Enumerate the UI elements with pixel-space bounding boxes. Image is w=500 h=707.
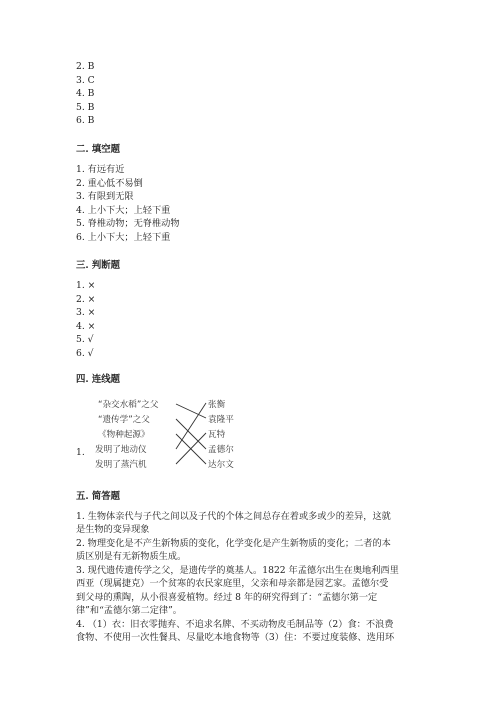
- fill-blank-answer-2: 2. 重心低不易倒: [76, 177, 143, 189]
- matching-diagram: [76, 396, 246, 471]
- short-answer-1-line-2: 是生物的变异现象: [76, 524, 150, 536]
- choice-answer-6: 6. B: [76, 115, 95, 126]
- matching-right-item-3: 瓦特: [208, 430, 226, 440]
- true-false-answer-2: 2. ×: [76, 293, 96, 305]
- matching-left-item-5: 发明了蒸汽机: [95, 460, 147, 470]
- fill-blank-answer-4: 4. 上小下大；上轻下重: [76, 204, 171, 216]
- fill-blank-answer-1: 1. 有远有近: [76, 164, 125, 175]
- short-answer-3-line-2: 西亚（现属捷克）一个贫寒的农民家庭里，父亲和母亲都是园艺家。孟德尔受: [76, 578, 389, 590]
- matching-right-item-5: 达尔文: [208, 460, 234, 470]
- matching-left-item-3: 《物种起源》: [98, 430, 150, 440]
- section-heading-matching: 四. 连线题: [76, 374, 121, 385]
- true-false-answer-5: 5. √: [76, 334, 94, 345]
- matching-right-item-2: 袁隆平: [208, 415, 234, 425]
- short-answer-2: [76, 537, 428, 564]
- true-false-answer-1: 1. ×: [76, 280, 96, 291]
- matching-question-number: 1.: [76, 447, 85, 458]
- fill-blank-answer-5: 5. 脊椎动物；无脊椎动物: [76, 218, 180, 229]
- section-heading-true-false: 三. 判断题: [76, 260, 121, 271]
- short-answer-3-line-4: 律”和“孟德尔第二定律”。: [76, 605, 182, 617]
- fill-blank-answer-6: 6. 上小下大；上轻下重: [76, 231, 171, 243]
- short-answer-3: [76, 564, 428, 618]
- match-line-1: [176, 404, 206, 418]
- fill-blank-answer-3: 3. 有限到无限: [76, 191, 134, 202]
- true-false-answer-3: 3. ×: [76, 307, 96, 318]
- matching-left-item-1: “杂交水稻”之父: [98, 400, 159, 410]
- match-line-4: [176, 403, 206, 449]
- matching-right-item-4: 孟德尔: [208, 445, 234, 455]
- short-answer-4: [76, 618, 428, 645]
- short-answer-3-line-1: 3. 现代遗传遗传学之父，是遗传学的奠基人。1822 年孟德尔出生在奥地利西里: [76, 565, 399, 576]
- choice-answer-4: 4. B: [76, 88, 95, 99]
- true-false-answer-6: 6. √: [76, 347, 94, 359]
- short-answer-2-line-1: 2. 物理变化是不产生新物质的变化，化学变化是产生新物质的变化；二者的本: [76, 538, 391, 549]
- choice-answer-3: 3. C: [76, 74, 95, 86]
- matching-right-item-1: 张衡: [208, 400, 226, 410]
- section-heading-short-answer: 五. 简答题: [76, 491, 121, 502]
- choice-answer-5: 5. B: [76, 101, 95, 113]
- choice-answer-2: 2. B: [76, 61, 95, 72]
- matching-left-item-2: “遗传学”之父: [98, 415, 150, 425]
- matching-lines: [76, 396, 246, 471]
- short-answer-4-line-2: 食物、不使用一次性餐具、尽量吃本地食物等（3）住：不要过度装修、选用环: [76, 632, 395, 644]
- short-answer-4-line-1: 4. （1）衣：旧衣零抛弃、不追求名牌、不买动物皮毛制品等（2）食：不浪费: [76, 619, 394, 630]
- match-line-2: [176, 419, 206, 449]
- matching-left-item-4: 发明了地动仪: [95, 445, 147, 455]
- short-answer-3-line-3: 到父母的熏陶，从小很喜爱植物。经过 8 年的研究得到了：“孟德尔第一定: [76, 591, 378, 603]
- section-heading-fill-blank: 二. 填空题: [76, 144, 121, 155]
- short-answer-1-line-1: 1. 生物体亲代与子代之间以及子代的个体之间总存在着或多或少的差异，这就: [76, 511, 391, 522]
- true-false-answer-4: 4. ×: [76, 320, 96, 332]
- short-answer-2-line-2: 质区别是有无新物质生成。: [76, 551, 187, 563]
- short-answer-1: [76, 510, 428, 537]
